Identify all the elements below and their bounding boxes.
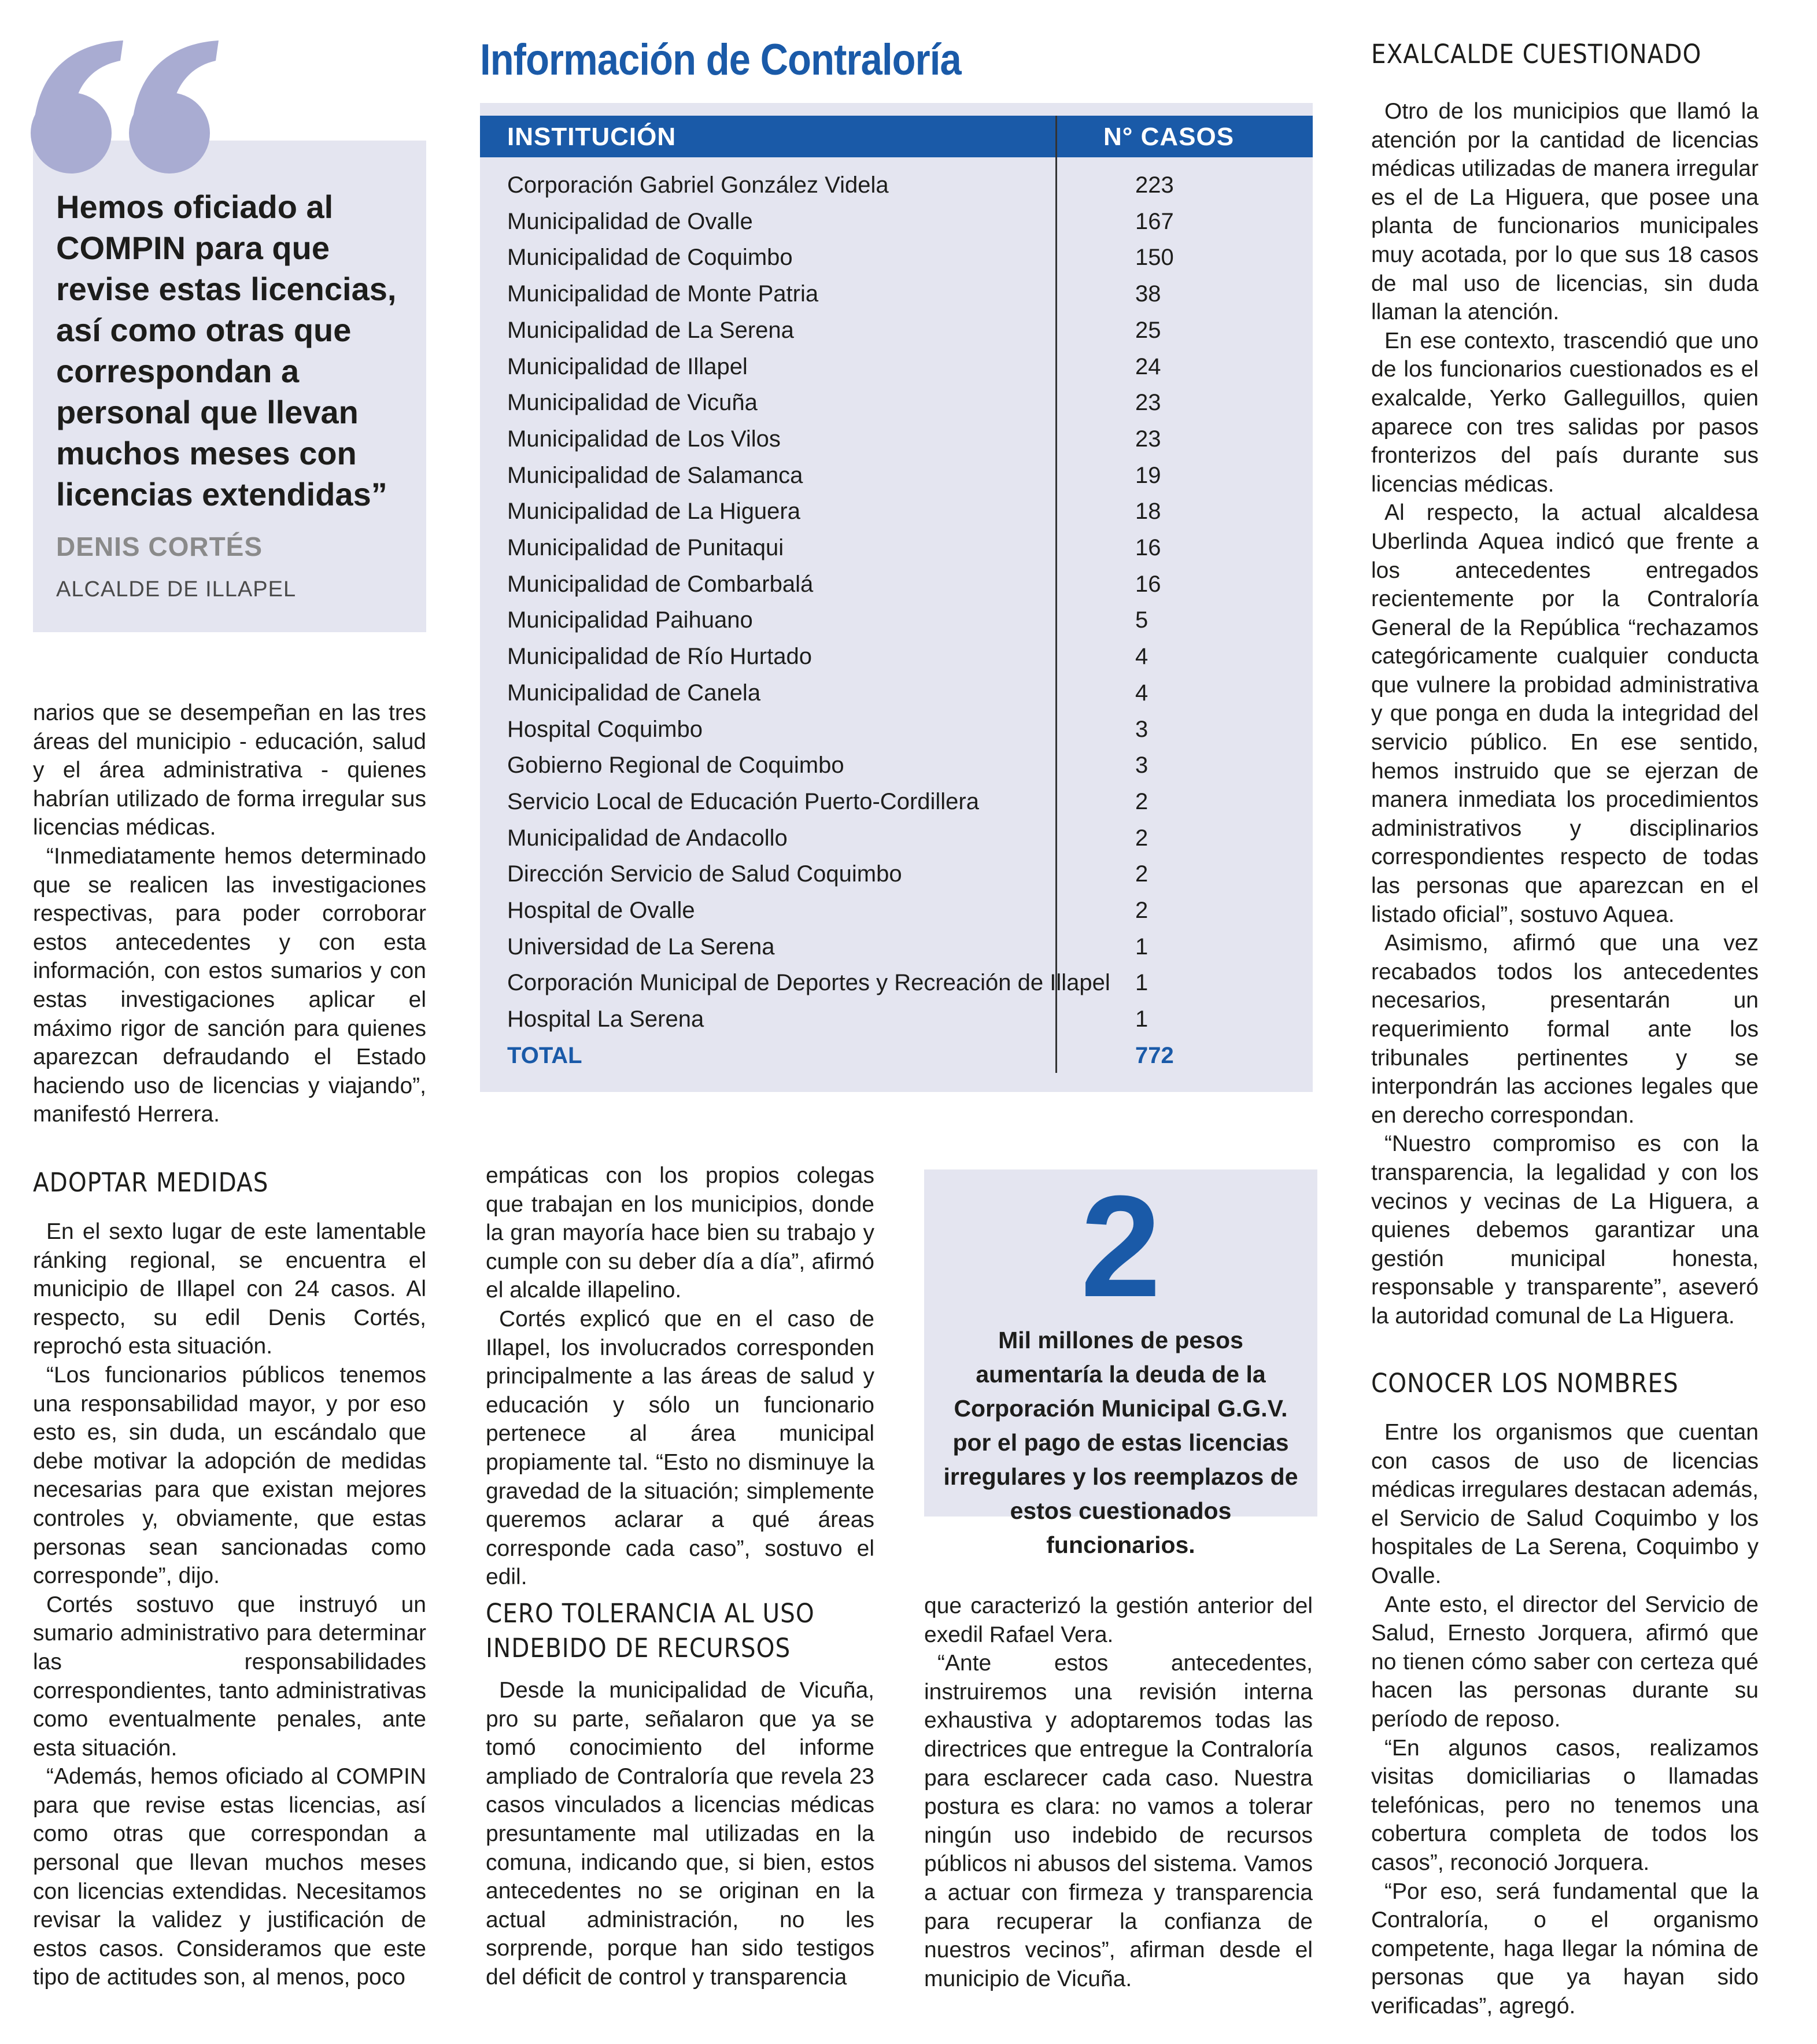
table-cell-cases: 2 [1135,789,1148,814]
table-cell-cases: 1 [1135,970,1148,995]
table-cell-cases: 19 [1135,463,1161,488]
table-cell-cases: 4 [1135,680,1148,706]
table-cell-institution: Municipalidad de Salamanca [507,463,803,488]
section-heading-exalcalde: EXALCALDE CUESTIONADO [1371,39,1702,69]
paragraph: “Ante estos antecedentes, instruiremos una revisión interna exhaustiva y adoptaremos todas las directrices que entregue la Contraloría para esclarecer cada caso. Nuestra postura es clara: no vamos a tolerar ningún uso indebido de recursos públicos ni abusos del sistema. Vamos a actuar con firmeza y transparencia para recuperar la confianza de nuestros vecinos”, afirman desde el municipio de Vicuña. [924,1651,1313,1991]
table-cell-institution: Municipalidad de Monte Patria [507,281,819,307]
table-cell-institution: Dirección Servicio de Salud Coquimbo [507,861,902,887]
table-cell-cases: 24 [1135,354,1161,379]
table-cell-cases: 150 [1135,245,1174,270]
table-cell-institution: Hospital La Serena [507,1006,704,1032]
table-cell-cases: 16 [1135,571,1161,597]
stat-number: 2 [1080,1165,1161,1327]
paragraph: “Nuestro compromiso es con la transparencia, la legalidad y con los vecinos y vecinas de La Higuera, a quienes debemos garantizar una gestión municipal honesta, responsable y transparente”, aseveró la autoridad comunal de La Higuera. [1371,1131,1759,1329]
table-cell-institution: Hospital Coquimbo [507,717,703,742]
table-cell-cases: 16 [1135,535,1161,560]
paragraph: Cortés explicó que en el caso de Illapel, los involucrados corresponden principalmente a las áreas de salud y educación y sólo un funcionario pertenece al área municipal propiamente tal. “Esto no disminuye la gravedad de la situación; simplemente queremos aclarar a qué áreas corresponde cada caso”, sostuvo el edil. [486,1306,874,1590]
table-cell-cases: 2 [1135,898,1148,923]
table-cell-cases: 1 [1135,934,1148,960]
table-cell-cases: 3 [1135,717,1148,742]
table-cell-institution: Hospital de Ovalle [507,898,695,923]
table-cell-institution: Corporación Gabriel González Videla [507,172,889,198]
article-column-4-top [1371,97,1759,1331]
table-cell-institution: Municipalidad de Illapel [507,354,748,379]
table-cell-institution: Municipalidad de Combarbalá [507,571,814,597]
table-cell-institution: Gobierno Regional de Coquimbo [507,752,844,778]
table-cell-institution: Servicio Local de Educación Puerto-Cordillera [507,789,979,814]
article-column-1-top [33,699,426,1129]
table-cell-institution: Municipalidad de Andacollo [507,825,788,851]
table-cell-cases: 23 [1135,390,1161,415]
table-cell-cases: 1 [1135,1006,1148,1032]
article-column-2-top [486,1161,874,1592]
paragraph: “Los funcionarios públicos tenemos una responsabilidad mayor, y por eso esto es, sin duda, un escándalo que debe motivar la adopción de medidas necesarias para que existan mejores controles y, obviamente, que estas personas sean sancionadas como corresponde”, dijo. [33,1362,426,1589]
table-cell-cases: 3 [1135,752,1148,778]
table-cell-institution: Municipalidad de Punitaqui [507,535,784,560]
table-cell-cases: 167 [1135,209,1174,234]
article-column-4-bottom [1371,1418,1759,2020]
table-cell-institution: Municipalidad de Vicuña [507,390,758,415]
table-cell-institution: Corporación Municipal de Deportes y Recreación de Illapel [507,970,1110,995]
column-header-cases: N° CASOS [1103,123,1235,151]
table-cell-cases: 4 [1135,644,1148,669]
paragraph: “En algunos casos, realizamos visitas domiciliarias o llamadas telefónicas, pero no tenemos una cobertura completa de todos los casos”, reconoció Jorquera. [1371,1735,1759,1875]
table-cell-institution: Municipalidad de La Serena [507,318,794,343]
paragraph: Al respecto, la actual alcaldesa Uberlinda Aquea indicó que frente a los antecedentes entregados recientemente por la Contraloría General de la República “rechazamos categóricamente cualquier conducta que vulnere la probidad administrativa y que ponga en duda la integridad del servicio público. En ese sentido, hemos instruido que se ejerzan de manera inmediata los procedimientos administrativos y disciplinarios correspondientes respecto de todas las personas que aparezcan en el listado oficial”, sostuvo Aquea. [1371,500,1759,927]
paragraph: En el sexto lugar de este lamentable ránking regional, se encuentra el municipio de Illapel con 24 casos. Al respecto, su edil Denis Cortés, reprochó esta situación. [33,1219,426,1359]
table-title: Información de Contraloría [480,35,961,84]
pull-quote-text: Hemos oficiado al COMPIN para que revise estas licencias, así como otras que correspondan a personal que llevan muchos meses con licencias extendidas” [56,189,397,512]
paragraph: Entre los organismos que cuentan con casos de uso de licencias médicas irregulares destacan además, el Servicio de Salud Coquimbo y los hospitales de La Serena, Coquimbo y Ovalle. [1371,1420,1759,1588]
paragraph: Desde la municipalidad de Vicuña, pro su parte, señalaron que ya se tomó conocimiento del informe ampliado de Contraloría que revela 23 casos vinculados a licencias médicas presuntamente mal utilizadas en la comuna, indicando que, si bien, estos antecedentes no se originan en la actual administración, no les sorprende, porque han sido testigos del déficit de control y transparencia [486,1678,874,1990]
table-cell-cases: 18 [1135,499,1161,524]
quote-mark-icon [28,17,219,179]
paragraph: “Inmediatamente hemos determinado que se realicen las investigaciones respectivas, para poder corroborar estos antecedentes y con esta información, con estos sumarios y con estas investigaciones aplicar el máximo rigor de sanción para quienes aparezcan defraudando el Estado haciendo uso de licencias y viajando”, manifestó Herrera. [33,843,426,1127]
table-total-label: TOTAL [507,1043,582,1068]
paragraph: que caracterizó la gestión anterior del exedil Rafael Vera. [924,1593,1313,1647]
table-cell-cases: 223 [1135,172,1174,198]
paragraph: Cortés sostuvo que instruyó un sumario administrativo para determinar las responsabilidades correspondientes, tanto administrativas como eventualmente penales, ante esta situación. [33,1592,426,1761]
table-cell-institution: Universidad de La Serena [507,934,775,960]
table-cell-institution: Municipalidad de Ovalle [507,209,753,234]
section-heading-adoptar-medidas: ADOPTAR MEDIDAS [33,1167,269,1198]
section-heading-cero-tolerancia: CERO TOLERANCIA AL USO INDEBIDO DE RECURSOS [486,1598,815,1663]
table-cell-institution: Municipalidad de Río Hurtado [507,644,812,669]
table-cell-cases: 2 [1135,825,1148,851]
table-cell-cases: 5 [1135,607,1148,633]
article-column-3 [924,1592,1313,1993]
table-cell-cases: 2 [1135,861,1148,887]
paragraph: empáticas con los propios colegas que trabajan en los municipios, donde la gran mayoría hace bien su trabajo y cumple con su deber día a día”, afirmó el alcalde illapelino. [486,1163,874,1303]
table-total-value: 772 [1135,1043,1174,1068]
paragraph: “Además, hemos oficiado al COMPIN para que revise estas licencias, así como otras que correspondan a personal que llevan muchos meses con licencias extendidas. Necesitamos revisar la validez y justificación de estos casos. Consideramos que este tipo de actitudes son, al menos, poco [33,1764,426,1990]
table-cell-institution: Municipalidad de La Higuera [507,499,800,524]
paragraph: Asimismo, afirmó que una vez recabados todos los antecedentes necesarios, presentarán un requerimiento formal ante los tribunales pertinentes y se interpondrán las acciones legales que en derecho correspondan. [1371,931,1759,1128]
table-cell-cases: 25 [1135,318,1161,343]
table-cell-cases: 38 [1135,281,1161,307]
paragraph: Otro de los municipios que llamó la atención por la cantidad de licencias médicas utilizadas de manera irregular es el de La Higuera, que posee una planta de funcionarios municipales muy acotada, por lo que sus 18 casos de mal uso de licencias, sin duda llaman la atención. [1371,99,1759,325]
paragraph: En ese contexto, trascendió que uno de los funcionarios cuestionados es el exalcalde, Yerko Galleguillos, quien aparece con tres salidas por pasos fronterizos del país durante sus licencias médicas. [1371,328,1759,497]
table-cell-institution: Municipalidad de Los Vilos [507,426,781,452]
section-heading-conocer-nombres: CONOCER LOS NOMBRES [1371,1368,1679,1399]
quote-author: DENIS CORTÉS [56,532,263,562]
paragraph: Ante esto, el director del Servicio de Salud, Ernesto Jorquera, afirmó que no tienen cómo saber con certeza qué hacen las personas durante su período de reposo. [1371,1592,1759,1732]
article-column-2-bottom [486,1676,874,1992]
column-divider [1055,116,1057,1073]
paragraph: “Por eso, será fundamental que la Contraloría, o el organismo competente, haga llegar la nómina de personas que ya hayan sido verificadas”, agregó. [1371,1879,1759,2019]
table-cell-institution: Municipalidad de Canela [507,680,761,706]
table-cell-institution: Municipalidad de Coquimbo [507,245,793,270]
table-cell-cases: 23 [1135,426,1161,452]
article-column-1-bottom [33,1217,426,1992]
stat-caption: Mil millones de pesos aumentaría la deuda de la Corporación Municipal G.G.V. por el pago de estas licencias irregulares y los reemplazos de estos cuestionados funcionarios. [943,1327,1298,1558]
table-cell-institution: Municipalidad Paihuano [507,607,753,633]
paragraph: narios que se desempeñan en las tres áreas del municipio - educación, salud y el área administrativa - quienes habrían utilizado de forma irregular sus licencias médicas. [33,700,426,840]
column-header-institution: INSTITUCIÓN [507,123,677,151]
quote-author-role: ALCALDE DE ILLAPEL [56,577,297,602]
